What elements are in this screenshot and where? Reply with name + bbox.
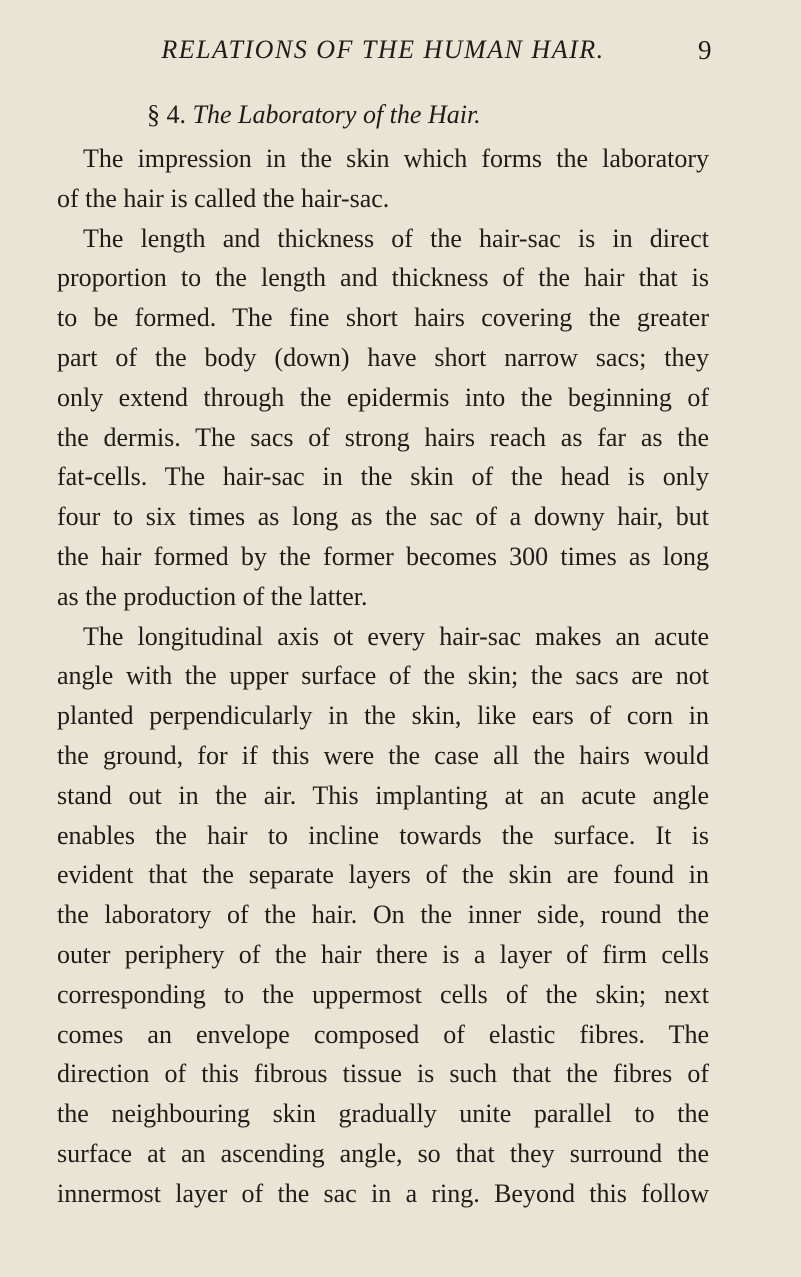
text-line: proportion to the length and thickness of the hair that is — [57, 263, 709, 293]
text-line: the laboratory of the hair. On the inner side, round the — [57, 900, 709, 930]
text-line: of the hair is called the hair-sac. — [57, 183, 390, 213]
text-line: evident that the separate layers of the skin are found in — [57, 860, 709, 890]
running-title: RELATIONS OF THE HUMAN HAIR. — [161, 35, 605, 64]
running-head — [0, 30, 801, 70]
text-line: as the production of the latter. — [57, 581, 368, 611]
text-line: four to six times as long as the sac of a downy hair, but — [57, 502, 709, 532]
text-line: outer periphery of the hair there is a layer of firm cells — [57, 939, 709, 969]
text-line: planted perpendicularly in the skin, like ears of corn in — [57, 701, 709, 731]
text-line: comes an envelope composed of elastic fibres. The — [57, 1019, 709, 1049]
text-line: corresponding to the uppermost cells of the skin; next — [57, 979, 709, 1009]
body-text — [57, 139, 709, 1214]
text-line: direction of this fibrous tissue is such that the fibres of — [57, 1059, 709, 1089]
text-line: part of the body (down) have short narrow sacs; they — [57, 342, 709, 372]
text-line: The longitudinal axis ot every hair-sac makes an acute — [83, 621, 709, 651]
text-line: the dermis. The sacs of strong hairs reach as far as the — [57, 422, 709, 452]
text-line: only extend through the epidermis into the beginning of — [57, 382, 709, 412]
section-title: The Laboratory of the Hair. — [192, 100, 481, 129]
text-line: enables the hair to incline towards the surface. It is — [57, 820, 709, 850]
text-line: angle with the upper surface of the skin; the sacs are not — [57, 661, 709, 691]
text-line: stand out in the air. This implanting at an acute angle — [57, 780, 709, 810]
page-number: 9 — [698, 35, 712, 65]
text-line: the hair formed by the former becomes 300 times as long — [57, 541, 709, 571]
text-line: The length and thickness of the hair-sac is in direct — [83, 223, 709, 253]
text-line: to be formed. The fine short hairs covering the greater — [57, 303, 709, 333]
text-line: The impression in the skin which forms the laboratory — [83, 144, 709, 173]
text-line: the ground, for if this were the case all the hairs would — [57, 740, 709, 770]
text-line: surface at an ascending angle, so that they surround the — [57, 1138, 709, 1168]
section-number: § 4. — [147, 100, 186, 129]
text-line: the neighbouring skin gradually unite parallel to the — [57, 1099, 709, 1129]
text-line: innermost layer of the sac in a ring. Beyond this follow — [57, 1178, 709, 1208]
section-heading — [147, 97, 481, 133]
text-line: fat-cells. The hair-sac in the skin of the head is only — [57, 462, 709, 492]
